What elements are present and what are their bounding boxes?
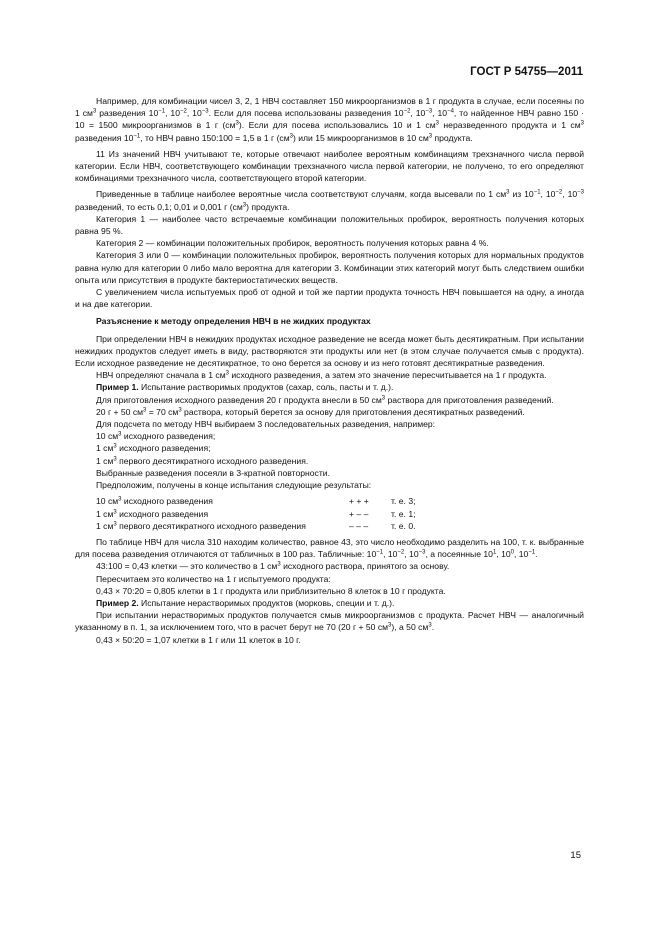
paragraph-recalculation: НВЧ определяют сначала в 1 $см^3$ исходного разведения, а затем это значение пересчитывается на 1 г продукта. [96,370,547,381]
paragraph-calculation-2: 0,43 × 50:20 = 1,07 клетки в 1 г или 11 клеток в 10 г. [96,634,301,645]
paragraph-division: 43:100 = 0,43 клетки — это количество в 1 $см^3$ исходного раствора, принятого за основу. [96,561,450,572]
table-row [96,495,415,507]
section-title: Разъяснение к методу определения НВЧ в не жидких продуктах [96,316,371,327]
dilution-cell: 10 $см^3$ исходного разведения [96,496,213,507]
dilution-cell: 1 $см^3$ исходного разведения [96,508,209,519]
standard-header: ГОСТ Р 54755—2011 [470,66,583,78]
paragraph-results-intro: Предположим, получены в конце испытания следующие результаты: [96,480,372,491]
paragraph-non-liquid: При определении НВЧ в нежидких продуктах исходное разведение не всегда может быть десятикратным. При испытании нежидких продуктов следует иметь в виду, растворяются эти продукты или нет (в этом случае получается смыв с продукта). Если исходное разведение не десятикратное, то оно берется за основу и из него готовят десятикратные разведения. [75,333,584,369]
meaning-cell: т. е. 0. [391,520,416,531]
paragraph-insoluble: При испытании нерастворимых продуктов получается смыв микроорганизмов с продукта. Расчет НВЧ — аналогичный указанному в п. 1, за исключением того, что в расчет берут не 70 (20 г + 50 $см^3$), а 50 $см^3$. [75,610,584,633]
paragraph-table-lookup: По таблице НВЧ для числа 310 находим количество, равное 43, это число необходимо разделить на 100, т. к. выбранные для посева разведения отличаются от табличных в 100 раз. Табличные: $10^{-1}$, $10^{-2}$, $10^{-3}$, а посеянные $10^1$, $10^0$, $10^{-1}$. [75,536,584,560]
table-row [96,520,415,532]
page-number: 15 [570,850,581,861]
paragraph-recount: Пересчитаем это количество на 1 г испытуемого продукта: [96,573,331,584]
meaning-cell: т. е. 1; [391,508,416,519]
signs-cell: – – – [349,520,369,531]
paragraph-11: 11 Из значений НВЧ учитывают те, которые отвечают наиболее вероятным комбинациям трехзначного числа первой категории. Если НВЧ, соответствующего комбинации трехзначного числа первой категории, не получено, то его определяют комбинациями трехзначного числа, соответствующего второй категории. [75,148,584,184]
signs-cell: + + + [349,496,369,507]
paragraph-example-1: Пример 1. Испытание растворимых продуктов (сахар, соль, пасты и т. д.). [96,382,394,393]
document-body [75,95,584,646]
signs-cell: + – – [349,508,369,519]
table-row [96,508,415,520]
meaning-cell: т. е. 3; [391,496,416,507]
dilution-cell: 1 $см^3$ первого десятикратного исходного разведения [96,520,306,531]
results-table [96,495,415,532]
paragraph-accuracy: С увеличением числа испытуемых проб от одной и той же партии продукта точность НВЧ повышается на одну, а иногда и на две категории. [75,287,584,310]
paragraph-table-values: Приведенные в таблице наиболее вероятные числа соответствуют случаям, когда высевали по 1 $см^3$ из $10^{-1}$, $10^{-2}$, $10^{-3}$ разведений, то есть 0,1; 0,01 и 0,001 г $(см^3)$ продукта. [75,189,584,212]
paragraph-initial-dilution: Для приготовления исходного разведения 20 г продукта внесли в 50 $см^3$ раствора для приготовления разведений. [96,394,554,405]
paragraph-category-1: Категория 1 — наиболее часто встречаемые комбинации положительных пробирок, вероятность получения которых равна 95 %. [75,213,584,237]
paragraph-replicates: Выбранные разведения посеяли в 3-кратной повторности. [96,467,330,478]
paragraph-select-dilutions: Для подсчета по методу НВЧ выбираем 3 последовательных разведения, например: [96,419,436,430]
paragraph-solution-volume: 20 г + 50 $см^3 = 70$ $см^3$ раствора, который берется за основу для приготовления десятикратных разведений. [96,406,525,417]
list-item: 1 $см^3$ исходного разведения; [96,443,211,454]
paragraph-example-combination: Например, для комбинации чисел 3, 2, 1 НВЧ составляет 150 микроорганизмов в 1 г продукта в случае, если посеяны по 1 $см^3$ разведения $10^{-1}$, $10^{-2}$, $10^{-3}$. Если для посева использованы разведения $10^{-2}$, $10^{-3}$, $10^{-4}$, то найденное НВЧ равно 150 · 10 = 1500 микроорганизмов в 1 г $(см^3)$. Если для посева использовались 10 и 1 $см^3$ неразведенного продукта и 1 $см^3$ разведения $10^{-1}$, то НВЧ равно 150:100 = 1,5 в 1 г $(см^3)$ или 15 микроорганизмов в 10 $см^3$ продукта. [75,96,584,143]
list-item: 10 $см^3$ исходного разведения; [96,431,216,442]
list-item: 1 $см^3$ первого десятикратного исходного разведения. [96,455,309,466]
paragraph-category-3: Категория 3 или 0 — комбинации положительных пробирок, вероятность получения которых для нормальных продуктов равна нулю для категории 0 либо мало вероятна для категории 3. Комбинации этих категорий могут быть следствием ошибки опыта или присутствия в продукте бактериостатических веществ. [75,250,584,285]
paragraph-example-2: Пример 2. Испытание нерастворимых продуктов (морковь, специи и т. д.). [96,597,395,608]
paragraph-calculation-1: 0,43 × 70:20 = 0,805 клетки в 1 г продукта или приблизительно 8 клеток в 10 г продукта. [96,585,446,596]
paragraph-category-2: Категория 2 — комбинации положительных пробирок, вероятность получения которых равна 4 %. [96,238,489,249]
